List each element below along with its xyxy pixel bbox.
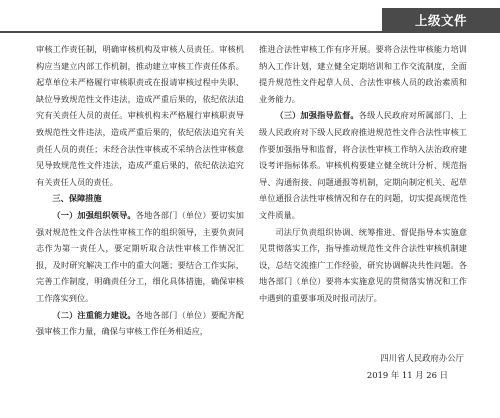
paragraph: [259, 224, 467, 307]
paragraph: [36, 307, 244, 340]
left-column: [36, 41, 244, 340]
paragraph-body: 各地各部门（单位）要配齐配强审核工作力量，确保与审核工作任务相适应，: [36, 309, 244, 337]
paragraph-body: 各级人民政府对所属部门、上级人民政府对下级人民政府推进规范性文件合法性审核工作要加强指导和监督，将合法性审核工作纳入法治政府建设考评指标体系。审核机构要建立健全统计分析、规范指导、沟通衔接、问题通报等机制，定期向制定机关、起草单位通报合法性审核情况和存在的问题，切实提高规范性文件质量。: [259, 110, 467, 220]
right-column: [259, 41, 467, 307]
section-title-tab: [382, 8, 500, 32]
paragraph-body: 各地各部门（单位）要切实加强对规范性文件合法性审核工作的组织领导，主要负责同志作为第一责任人，要定期听取合法性审核工作情况汇报，及时研究解决工作中的重大问题；要结合工作实际，完善工作制度，明确责任分工，细化具体措施，确保审核工作落实到位。: [36, 209, 244, 303]
paragraph: [36, 207, 244, 307]
paragraph-lead: （一）加强组织领导。: [52, 209, 136, 220]
paragraph-continuation: 推进合法性审核工作有序开展。要将合法性审核能力培训纳入工作计划，建立健全定期培训和工作交流制度，全面提升规范性文件起草人员、合法性审核人员的政治素质和业务能力。: [259, 44, 467, 104]
issuing-organization: 四川省人民政府办公厅: [380, 353, 464, 363]
issue-date: 2019 年 11 月 26 日: [366, 370, 448, 380]
paragraph-lead: （三）加强指导监督。: [275, 110, 359, 121]
section-heading: 三、保障措施: [52, 193, 102, 204]
paragraph: [259, 107, 467, 223]
header-divider: [0, 31, 500, 33]
paragraph-body: 司法厅负责组织协调、统筹推进、督促指导本实施意见贯彻落实工作，指导推动规范性文件合法性审核机制建设，总结交流推广工作经验，研究协调解决共性问题。各地各部门（单位）要将本实施意见的贯彻落实情况和工作中遇到的重要事项及时报司法厅。: [259, 226, 467, 303]
page-header: [0, 0, 500, 30]
paragraph-lead: （二）注重能力建设。: [52, 309, 136, 320]
section-title: 上级文件: [414, 13, 467, 28]
paragraph-continuation: 审核工作责任制，明确审核机构及审核人员责任。审核机构应当建立内部工作机制，推动建立审核工作责任体系。起草单位未严格履行审核职责或在报请审核过程中失职、缺位导致规范性文件违法，造成严重后果的，依纪依法追究有关责任人员的责任。审核机构未严格履行审核职责导致规范性文件违法，造成严重后果的，依纪依法追究有关责任人员的责任；未经合法性审核或不采纳合法性审核意见导致规范性文件违法，造成严重后果的，依纪依法追究有关责任人员的责任。: [36, 44, 244, 187]
signature-block: [367, 350, 466, 384]
